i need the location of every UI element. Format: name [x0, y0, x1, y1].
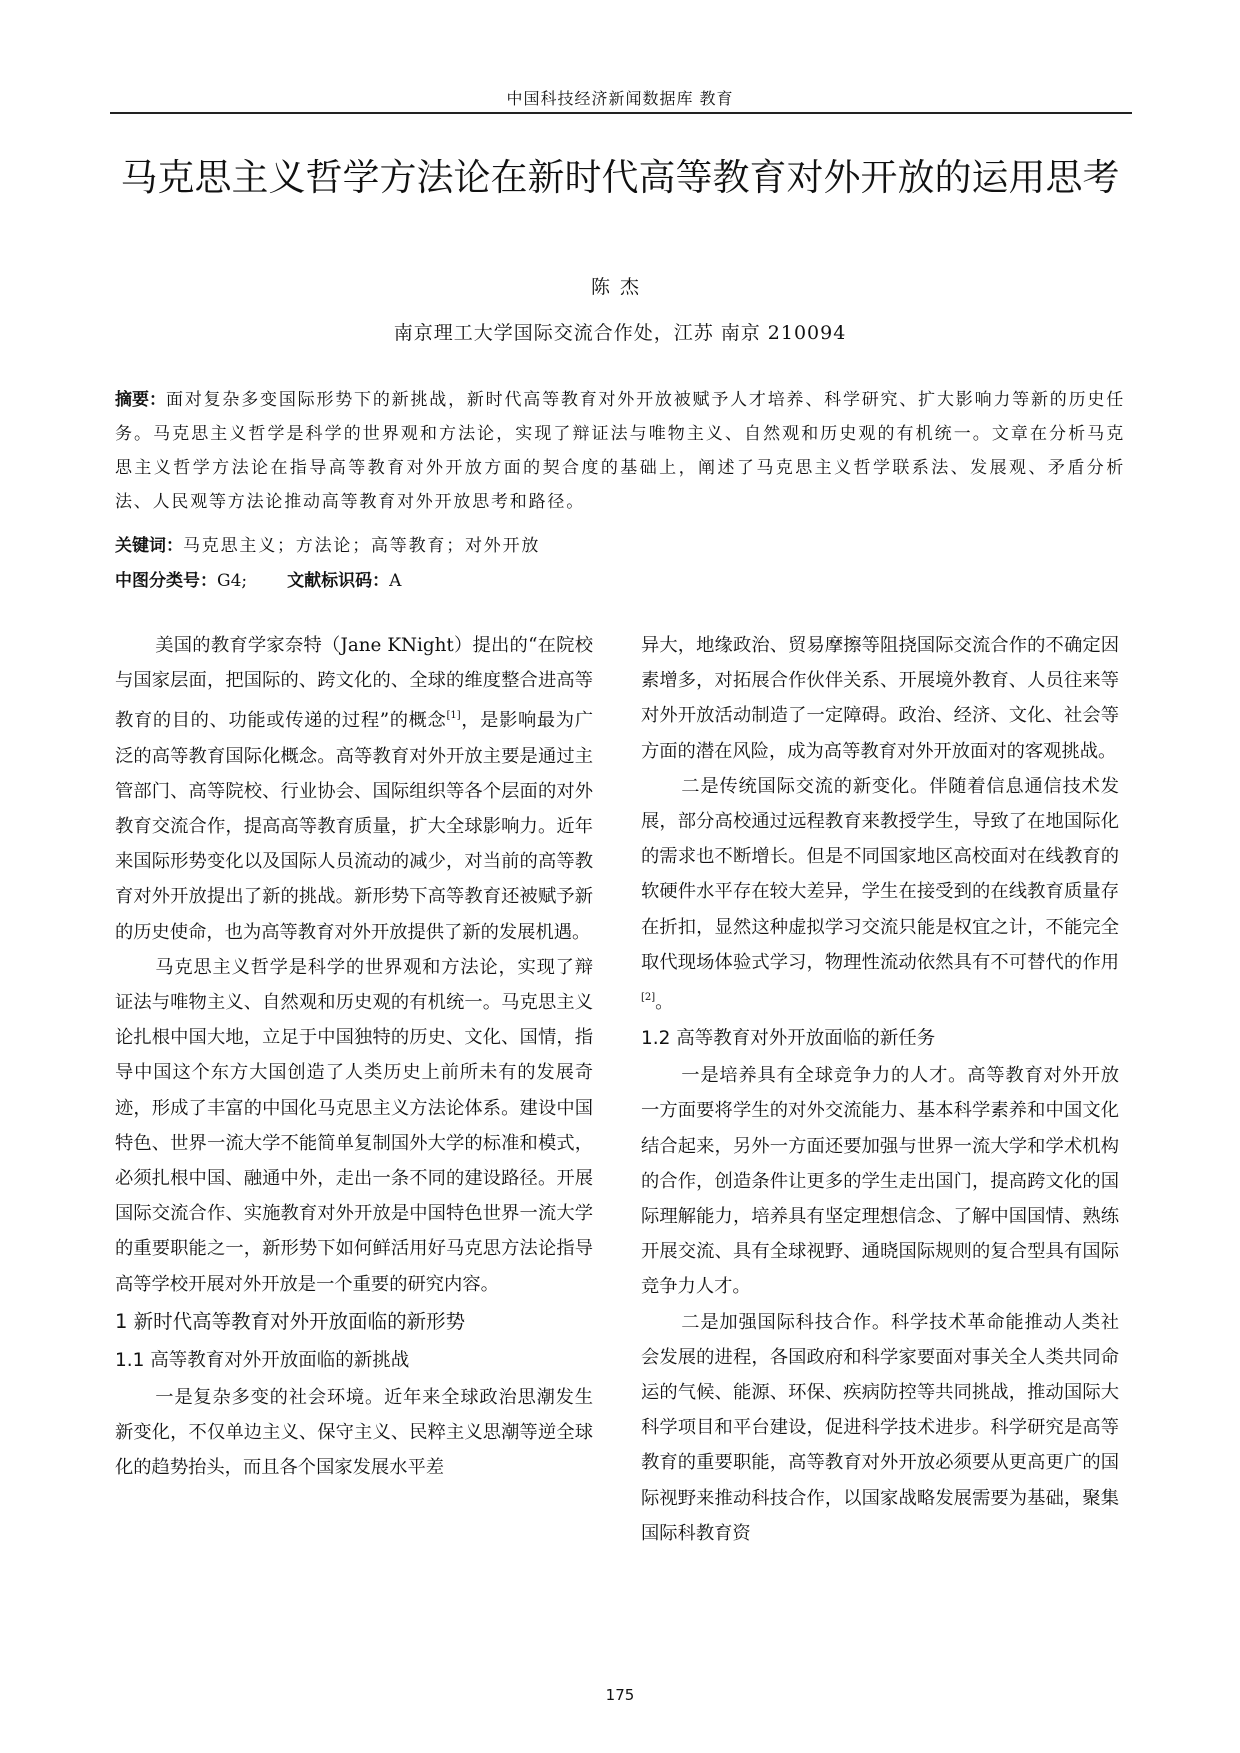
paragraph: 异大，地缘政治、贸易摩擦等阻挠国际交流合作的不确定因素增多，对拓展合作伙伴关系、开展境外教育、人员往来等对外开放活动制造了一定障碍。政治、经济、文化、社会等方面的潜在风险，成为高等教育对外开放面对的客观挑战。: [641, 635, 1119, 762]
author-name: 陈杰: [590, 276, 649, 298]
paragraph-text: 二是传统国际交流的新变化。伴随着信息通信技术发展，部分高校通过远程教育来教授学生，导致了在地国际化的需求也不断增长。但是不同国家地区高校面对在线教育的软硬件水平存在较大差异，学生在接受到的在线教育质量存在折扣，显然这种虚拟学习交流只能是权宜之计，不能完全取代现场体验式学习，物理性流动依然具有不可替代的作用: [641, 775, 1119, 973]
paragraph: 一是复杂多变的社会环境。近年来全球政治思潮发生新变化，不仅单边主义、保守主义、民粹主义思潮等逆全球化的趋势抬头，而且各个国家发展水平差: [115, 1386, 593, 1479]
author-affiliation: 南京理工大学国际交流合作处，江苏 南京 210094: [393, 322, 847, 344]
paragraph-text: ，是影响最为广泛的高等教育国际化概念。高等教育对外开放主要是通过主管部门、高等院校、行业协会、国际组织等各个层面的对外教育交流合作，提高高等教育质量，扩大全球影响力。近年来国际形势变化以及国际人员流动的减少，对当前的高等教育对外开放提出了新的挑战。新形势下高等教育还被赋予新的历史使命，也为高等教育对外开放提供了新的发展机遇。: [115, 710, 593, 943]
body-column-right: [641, 628, 1119, 1551]
paragraph-text: 。: [655, 992, 674, 1014]
doc-code-label: 文献标识码：: [287, 571, 390, 591]
paper-title: 马克思主义哲学方法论在新时代高等教育对外开放的运用思考: [120, 156, 1120, 199]
abstract-text: 面对复杂多变国际形势下的新挑战，新时代高等教育对外开放被赋予人才培养、科学研究、扩大影响力等新的历史任务。马克思主义哲学是科学的世界观和方法论，实现了辩证法与唯物主义、自然观和历史观的有机统一。文章在分析马克思主义哲学方法论在指导高等教育对外开放方面的契合度的基础上，阐述了马克思主义哲学联系法、发展观、矛盾分析法、人民观等方法论推动高等教育对外开放思考和路径。: [115, 390, 1125, 512]
abstract-label: 摘要：: [115, 390, 167, 410]
keywords: [115, 531, 1125, 556]
body-column-left: [115, 628, 593, 1485]
running-header: 中国科技经济新闻数据库 教育: [506, 89, 734, 108]
paragraph: 一是培养具有全球竞争力的人才。高等教育对外开放一方面要将学生的对外交流能力、基本科学素养和中国文化结合起来，另外一方面还要加强与世界一流大学和学术机构的合作，创造条件让更多的学生走出国门，提高跨文化的国际理解能力，培养具有坚定理想信念、了解中国国情、熟练开展交流、具有全球视野、通晓国际规则的复合型具有国际竞争力人才。: [641, 1065, 1119, 1298]
citation-ref[interactable]: [1]: [446, 710, 461, 722]
keywords-label: 关键词：: [115, 536, 183, 556]
clc-value: G4;: [217, 571, 248, 591]
subsection-heading: 1.1 高等教育对外开放面临的新挑战: [115, 1349, 410, 1371]
subsection-heading: 1.2 高等教育对外开放面临的新任务: [641, 1028, 936, 1050]
paragraph: [115, 628, 593, 950]
doc-code-value: A: [389, 571, 402, 591]
section-heading: 1 新时代高等教育对外开放面临的新形势: [115, 1309, 466, 1333]
classification-line: [115, 566, 1125, 591]
abstract: [115, 383, 1125, 519]
paragraph: [641, 769, 1119, 1020]
clc-label: 中图分类号：: [115, 571, 217, 591]
header-divider: [110, 112, 1132, 114]
paragraph: 二是加强国际科技合作。科学技术革命能推动人类社会发展的进程，各国政府和科学家要面对事关全人类共同命运的气候、能源、环保、疾病防控等共同挑战，推动国际大科学项目和平台建设，促进科学技术进步。科学研究是高等教育的重要职能，高等教育对外开放必须要从更高更广的国际视野来推动科技合作，以国家战略发展需要为基础，聚集国际科教育资: [641, 1311, 1119, 1544]
paragraph-text: 美国的教育学家奈特（Jane KNight）提出的“在院校与国家层面，把国际的、跨文化的、全球的维度整合进高等教育的目的、功能或传递的过程”的概念: [115, 635, 593, 732]
page-number: 175: [605, 1686, 635, 1704]
keywords-text: 马克思主义；方法论；高等教育；对外开放: [183, 536, 541, 556]
paragraph: 马克思主义哲学是科学的世界观和方法论，实现了辩证法与唯物主义、自然观和历史观的有机统一。马克思主义论扎根中国大地，立足于中国独特的历史、文化、国情，指导中国这个东方大国创造了人类历史上前所未有的发展奇迹，形成了丰富的中国化马克思主义方法论体系。建设中国特色、世界一流大学不能简单复制国外大学的标准和模式，必须扎根中国、融通中外，走出一条不同的建设路径。开展国际交流合作、实施教育对外开放是中国特色世界一流大学的重要职能之一，新形势下如何鲜活用好马克思方法论指导高等学校开展对外开放是一个重要的研究内容。: [115, 956, 593, 1295]
citation-ref[interactable]: [2]: [641, 992, 656, 1004]
